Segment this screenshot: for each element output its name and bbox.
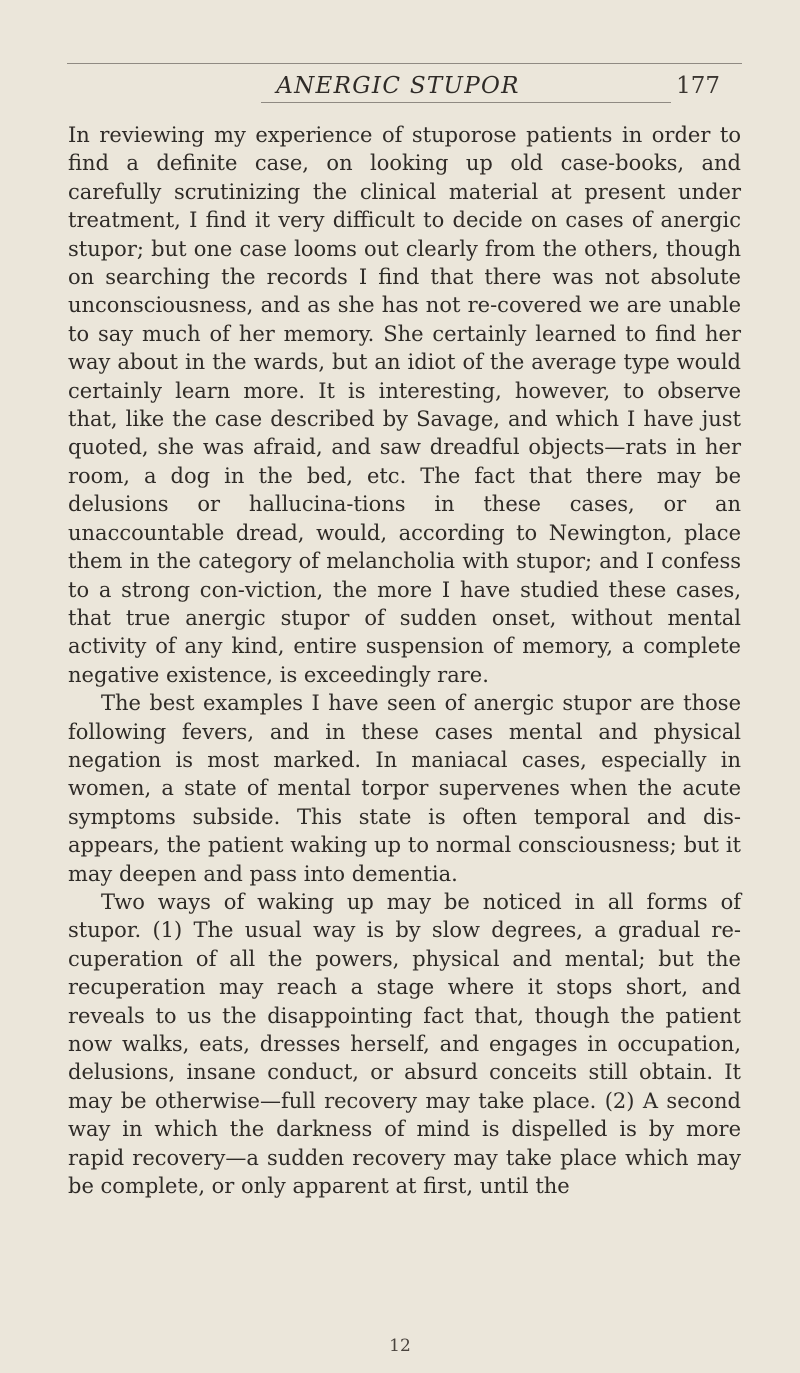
paragraph-2: The best examples I have seen of anergic stupor are those following fevers, and in these cases mental and physical negation is most marked. In maniacal cases, especially in women, a state of mental torpor supervenes when the acute symptoms subside. This state is often temporal and dis-appears, the patient waking up to normal consciousness; but it may deepen and pass into dementia. [68,691,741,886]
body-text [68,121,741,1200]
paragraph-3: Two ways of waking up may be noticed in all forms of stupor. (1) The usual way is by slow degrees, a gradual re-cuperation of all the powers, physical and mental; but the recuperation may reach a stage where it stops short, and reveals to us the disappointing fact that, though the patient now walks, eats, dresses herself, and engages in occupation, delusions, insane conduct, or absurd conceits still obtain. It may be otherwise—full recovery may take place. (2) A second way in which the darkness of mind is dispelled is by more rapid recovery—a sudden recovery may take place which may be complete, or only apparent at first, until the [68,889,741,1199]
running-title: ANERGIC STUPOR [276,73,520,99]
page-number: 177 [676,73,720,99]
header-rule-under [261,102,671,103]
running-header [67,72,742,100]
paragraph-1: In reviewing my experience of stuporose patients in order to find a definite case, on looking up old case-books, and carefully scrutinizing the clinical material at present under treatment, I find it very difficult to decide on cases of anergic stupor; but one case looms out clearly from the others, though on searching the records I find that there was not absolute unconsciousness, and as she has not re-covered we are unable to say much of her memory. She certainly learned to find her way about in the wards, but an idiot of the average type would certainly learn more. It is interesting, however, to observe that, like the case described by Savage, and which I have just quoted, she was afraid, and saw dreadful objects—rats in her room, a dog in the bed, etc. The fact that there may be delusions or hallucina-tions in these cases, or an unaccountable dread, would, according to Newington, place them in the category of melancholia with stupor; and I confess to a strong con-viction, the more I have studied these cases, that true anergic stupor of sudden onset, without mental activity of any kind, entire suspension of memory, a complete negative existence, is exceedingly rare. [68,123,741,687]
header-rule-top [67,63,742,64]
signature-mark: 12 [389,1336,411,1356]
